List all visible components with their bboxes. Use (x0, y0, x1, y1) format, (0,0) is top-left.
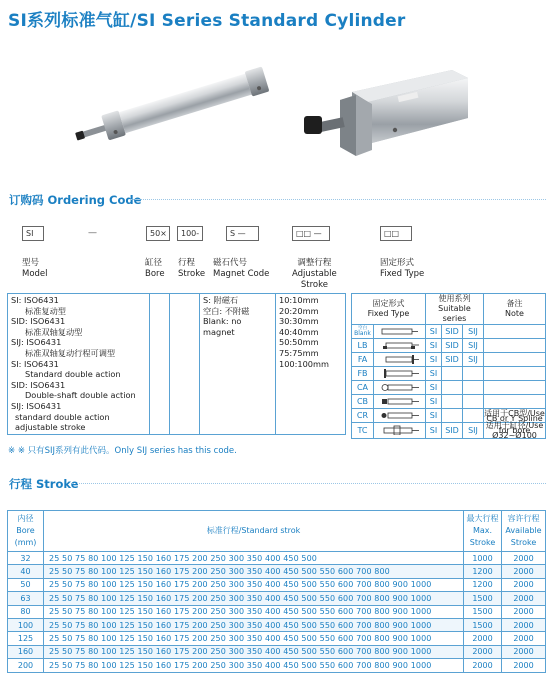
model-option: SIJ: ISO6431 标准双轴复动行程可调型 (11, 337, 116, 358)
table-row: 32 25 50 75 80 100 125 150 160 175 200 250 300 350 400 450 500 1000 2000 (8, 552, 546, 565)
bore-label-cn: 缸径 (145, 258, 163, 268)
mount-drawing (374, 395, 426, 409)
ordering-spec-table (7, 293, 346, 435)
available-stroke-header: 容许行程 Available Stroke (502, 511, 546, 552)
table-row: TC SI SID SIJ 适用于缸径/Use for bore Ø32~Ø100 (352, 423, 546, 439)
adjust-option: 10:10mm (279, 295, 319, 305)
model-box: SI (22, 226, 44, 241)
section-divider (72, 483, 546, 484)
table-row: 200 25 50 75 80 100 125 150 160 175 200 250 300 350 400 450 500 550 600 700 800 900 1000 2000 2000 (8, 659, 546, 672)
magnet-label (213, 258, 269, 280)
table-row: CR SI 适用于CB型/Use CB or Y Spline (352, 409, 546, 423)
product-photos (0, 40, 550, 170)
adjust-label-cn: 调整行程 (297, 258, 332, 268)
cylinder-photo-right (304, 70, 468, 156)
fixed-label-cn: 固定形式 (380, 258, 415, 268)
table-row: 50 25 50 75 80 100 125 150 160 175 200 250 300 350 400 450 500 550 600 700 800 900 1000 1200 2000 (8, 578, 546, 591)
dash-separator: — (88, 228, 97, 238)
bore-label-en: Bore (145, 269, 165, 279)
model-label (22, 258, 48, 280)
ordering-code-diagram (0, 226, 550, 290)
table-row: 160 25 50 75 80 100 125 150 160 175 200 250 300 350 400 450 500 550 600 700 800 900 1000 2000 2000 (8, 645, 546, 658)
adjust-box: □□ — (292, 226, 330, 241)
model-options-cell (8, 294, 150, 435)
magnet-option: 空白: 不附磁 (203, 305, 250, 316)
adjust-label-en1: Adjustable (292, 269, 337, 279)
section-divider (130, 199, 546, 200)
mount-drawing (374, 325, 426, 339)
adjust-option: 30:30mm (279, 316, 319, 327)
magnet-option: S: 附磁石 (203, 295, 239, 305)
magnet-box: S — (226, 226, 259, 241)
table-row: 40 25 50 75 80 100 125 150 160 175 200 250 300 350 400 450 500 550 600 700 800 1200 2000 (8, 565, 546, 578)
bore-box: 50× (146, 226, 170, 241)
series-header: 使用系列 Suitable series (426, 294, 484, 325)
fixed-label (380, 258, 424, 280)
table-row: CA SI (352, 381, 546, 395)
adjust-option: 50:50mm (279, 337, 319, 348)
magnet-options-cell (200, 294, 276, 435)
cylinder-photo-left (72, 66, 269, 149)
model-option: SI: ISO6431 Standard double action (11, 358, 121, 380)
model-option: SID: ISO6431 Double-shaft double action (11, 379, 136, 401)
stroke-heading: 行程 Stroke (9, 477, 79, 491)
page-title (8, 6, 406, 31)
title-en: SI Series Standard Cylinder (136, 11, 406, 31)
fixed-box: □□ (380, 226, 412, 241)
stroke-label-cn: 行程 (178, 258, 196, 268)
stroke-box: 100- (177, 226, 203, 241)
stroke-label-en: Stroke (178, 269, 206, 279)
footnote: ※ ※ 只有SIJ系列有此代码。Only SIJ series has this code. (8, 446, 237, 456)
table-row: FB SI (352, 367, 546, 381)
stroke-table (7, 510, 546, 673)
table-row: 空白 Blank SI SID SIJ (352, 325, 546, 339)
mount-drawing (374, 409, 426, 423)
stroke-label (178, 258, 205, 280)
magnet-label-cn: 磁石代号 (213, 258, 248, 268)
standard-stroke-header: 标准行程/Standard strok (44, 511, 464, 552)
mount-drawing (374, 367, 426, 381)
model-option: SID: ISO6431 标准双轴复动型 (11, 316, 83, 337)
fixed-type-header: 固定形式 Fixed Type (352, 294, 426, 325)
model-option: SIJ: ISO6431 standard double action adjustable stroke (11, 400, 110, 433)
magnet-label-en: Magnet Code (213, 269, 270, 279)
adjust-option: 100:100mm (279, 358, 329, 369)
bore-header: 内径 Bore (mm) (8, 511, 44, 552)
title-cn: SI系列标准气缸 (8, 11, 131, 31)
adjust-option: 75:75mm (279, 347, 319, 358)
table-row: 63 25 50 75 80 100 125 150 160 175 200 250 300 350 400 450 500 550 600 700 800 900 1000 1500 2000 (8, 592, 546, 605)
note-header: 备注 Note (484, 294, 546, 325)
table-row: FA SI SID SIJ (352, 353, 546, 367)
table-row: 125 25 50 75 80 100 125 150 160 175 200 250 300 350 400 450 500 550 600 700 800 900 1000 2000 2000 (8, 632, 546, 645)
table-row: CB SI (352, 395, 546, 409)
adjust-option: 20:20mm (279, 305, 319, 316)
table-row: 80 25 50 75 80 100 125 150 160 175 200 250 300 350 400 450 500 550 600 700 800 900 1000 1500 2000 (8, 605, 546, 618)
title-separator: / (130, 11, 137, 31)
mount-drawing (374, 423, 426, 439)
adjust-options-cell (276, 294, 346, 435)
empty-cell (170, 294, 200, 435)
adjust-label-en2: Stroke (300, 280, 328, 290)
mount-drawing (374, 381, 426, 395)
table-row: 100 25 50 75 80 100 125 150 160 175 200 250 300 350 400 450 500 550 600 700 800 900 1000 1500 2000 (8, 618, 546, 631)
model-option: SI: ISO6431 标准复动型 (11, 295, 66, 316)
magnet-option: Blank: no magnet (203, 316, 242, 337)
model-label-cn: 型号 (22, 258, 40, 268)
model-label-en: Model (22, 269, 48, 279)
ordering-code-heading: 订购码 Ordering Code (9, 193, 142, 207)
max-stroke-header: 最大行程 Max. Stroke (464, 511, 502, 552)
empty-cell (150, 294, 170, 435)
fixed-type-table (351, 293, 546, 439)
adjust-label (292, 258, 337, 291)
mount-drawing (374, 339, 426, 353)
bore-label (145, 258, 165, 280)
fixed-label-en: Fixed Type (380, 269, 425, 279)
adjust-option: 40:40mm (279, 326, 319, 337)
mount-drawing (374, 353, 426, 367)
table-row: LB SI SID SIJ (352, 339, 546, 353)
